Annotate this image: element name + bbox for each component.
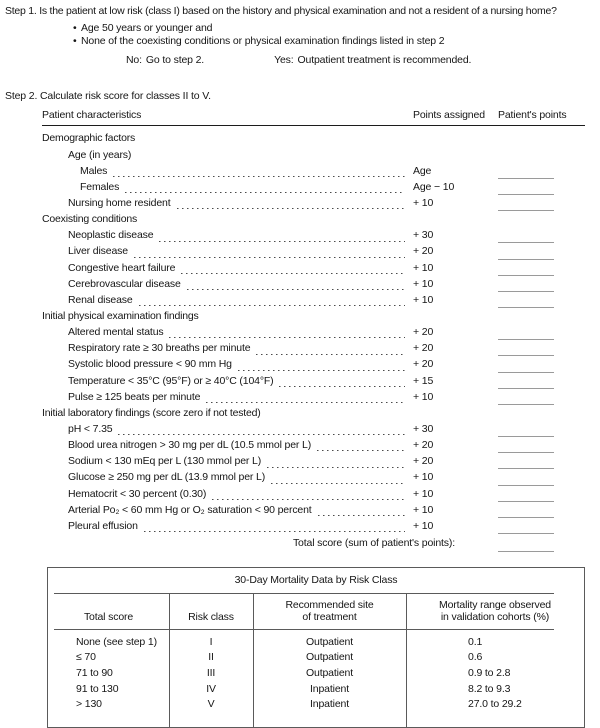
patient-points-cell — [498, 262, 585, 278]
fill-in-line — [498, 210, 554, 211]
score-row — [42, 407, 585, 423]
score-row — [42, 294, 585, 310]
dotted-leader — [212, 498, 405, 500]
mortality-cell: Inpatient — [310, 682, 349, 695]
patient-points-cell — [498, 181, 585, 197]
mortality-row — [48, 665, 584, 681]
score-row — [42, 391, 585, 407]
row-label: Nursing home resident — [68, 196, 171, 209]
yes-answer — [274, 54, 471, 67]
points-value: + 10 — [413, 293, 434, 306]
points-value: + 15 — [413, 374, 434, 387]
fill-in-line — [498, 355, 554, 356]
patient-points-cell — [498, 439, 585, 455]
patient-points-cell — [498, 149, 585, 165]
mortality-cell: > 130 — [76, 698, 102, 711]
total-score-row — [42, 537, 585, 554]
fill-in-line — [498, 485, 554, 486]
mortality-cell: Inpatient — [310, 698, 349, 711]
points-value: + 20 — [413, 358, 434, 371]
points-value: Age − 10 — [413, 180, 455, 193]
fill-in-line — [498, 242, 554, 243]
dotted-leader — [125, 191, 405, 193]
risk-score-table-header — [42, 109, 585, 126]
fill-in-line — [498, 372, 554, 373]
points-value: Age — [413, 164, 432, 177]
mortality-column-header — [169, 599, 253, 624]
column-divider — [406, 594, 407, 727]
row-label: Pleural effusion — [68, 519, 138, 532]
points-value: + 30 — [413, 229, 434, 242]
mortality-column-header — [253, 599, 406, 624]
points-value: + 20 — [413, 245, 434, 258]
fill-in-line — [498, 178, 554, 179]
score-row — [42, 504, 585, 520]
dotted-leader — [206, 401, 405, 403]
dotted-leader — [177, 208, 406, 210]
patient-points-cell — [498, 375, 585, 391]
yes-label: Yes: — [274, 54, 294, 67]
dotted-leader — [181, 272, 405, 274]
fill-in-line — [498, 275, 554, 276]
header-line: Risk class — [188, 611, 234, 624]
patient-points-cell — [498, 229, 585, 245]
score-row — [42, 375, 585, 391]
mortality-cell: ≤ 70 — [76, 651, 96, 664]
fill-in-line — [498, 501, 554, 502]
mortality-cell: 8.2 to 9.3 — [468, 682, 511, 695]
patient-points-cell — [498, 165, 585, 181]
mortality-cell: None (see step 1) — [76, 635, 157, 648]
total-score-blank — [498, 537, 585, 554]
mortality-row — [48, 634, 584, 650]
patient-points-cell — [498, 310, 585, 326]
mortality-cell: Outpatient — [306, 666, 353, 679]
row-label: Males — [80, 164, 108, 177]
patient-points-cell — [498, 471, 585, 487]
score-row — [42, 520, 585, 536]
header-line: Recommended site — [285, 598, 374, 611]
row-label: Arterial Po₂ < 60 mm Hg or O₂ saturation < 90 percent — [68, 503, 312, 516]
mortality-cell: V — [207, 698, 215, 711]
points-value: + 20 — [413, 439, 434, 452]
row-label: Initial laboratory findings (score zero if not tested) — [42, 406, 261, 419]
dotted-leader — [317, 450, 405, 452]
points-value: + 20 — [413, 455, 434, 468]
score-row — [42, 326, 585, 342]
step1-title: Step 1. Is the patient at low risk (class I) based on the history and physical examination and not a resident of a nursing home? — [5, 5, 557, 17]
row-label: Pulse ≥ 125 beats per minute — [68, 390, 201, 403]
mortality-cell: 27.0 to 29.2 — [468, 698, 522, 711]
mortality-table-title-row — [48, 568, 584, 593]
row-label: pH < 7.35 — [68, 422, 113, 435]
score-row — [42, 245, 585, 261]
dotted-leader — [159, 240, 405, 242]
fill-in-line — [498, 194, 554, 195]
patient-points-cell — [498, 294, 585, 310]
fill-in-line — [498, 468, 554, 469]
score-row — [42, 132, 585, 148]
row-label: Neoplastic disease — [68, 229, 154, 242]
column-header-points-assigned: Points assigned — [413, 109, 485, 122]
mortality-cell: II — [208, 651, 214, 664]
mortality-row — [48, 650, 584, 666]
column-divider — [253, 594, 254, 727]
mortality-cell: III — [206, 666, 216, 679]
points-value: + 10 — [413, 277, 434, 290]
step2-title: Step 2. Calculate risk score for classes II to V. — [5, 90, 211, 103]
row-label: Altered mental status — [68, 326, 164, 339]
points-value: + 10 — [413, 196, 434, 209]
mortality-table-title: 30-Day Mortality Data by Risk Class — [234, 574, 398, 587]
mortality-cell: Outpatient — [306, 635, 353, 648]
column-divider — [169, 594, 170, 727]
patient-points-cell — [498, 132, 585, 148]
patient-points-cell — [498, 213, 585, 229]
column-header-patient-characteristics: Patient characteristics — [42, 109, 142, 122]
fill-in-line — [498, 339, 554, 340]
score-row — [42, 229, 585, 245]
score-row — [42, 342, 585, 358]
dotted-leader — [118, 434, 405, 436]
fill-in-line — [498, 452, 554, 453]
points-value: + 10 — [413, 519, 434, 532]
row-label: Coexisting conditions — [42, 213, 138, 226]
bullet-icon: • — [73, 22, 77, 34]
mortality-column-header — [406, 599, 584, 624]
step1-section — [0, 0, 600, 67]
step1-bullet-list — [73, 22, 600, 48]
score-row — [42, 197, 585, 213]
points-value: + 10 — [413, 503, 434, 516]
mortality-table-body — [48, 594, 584, 727]
mortality-cell: 71 to 90 — [76, 666, 113, 679]
bullet-text: Age 50 years or younger and — [81, 22, 213, 34]
points-value: + 10 — [413, 471, 434, 484]
points-value: + 20 — [413, 342, 434, 355]
dotted-leader — [113, 175, 405, 177]
row-label: Demographic factors — [42, 132, 136, 145]
score-row — [42, 278, 585, 294]
row-label: Sodium < 130 mEq per L (130 mmol per L) — [68, 455, 262, 468]
dotted-leader — [238, 369, 405, 371]
header-line: in validation cohorts (%) — [440, 611, 550, 624]
dotted-leader — [256, 353, 405, 355]
dotted-leader — [187, 288, 405, 290]
score-row — [42, 181, 585, 197]
row-label: Renal disease — [68, 293, 133, 306]
points-value: + 10 — [413, 487, 434, 500]
score-row — [42, 471, 585, 487]
dotted-leader — [139, 304, 405, 306]
mortality-cell: 91 to 130 — [76, 682, 119, 695]
row-label: Hematocrit < 30 percent (0.30) — [68, 487, 207, 500]
row-label: Temperature < 35°C (95°F) or ≥ 40°C (104°F) — [68, 374, 274, 387]
row-label: Blood urea nitrogen > 30 mg per dL (10.5 mmol per L) — [68, 439, 312, 452]
patient-points-cell — [498, 197, 585, 213]
patient-points-cell — [498, 391, 585, 407]
patient-points-cell — [498, 407, 585, 423]
patient-points-cell — [498, 278, 585, 294]
dotted-leader — [271, 482, 405, 484]
score-row — [42, 439, 585, 455]
patient-points-cell — [498, 423, 585, 439]
yes-text: Outpatient treatment is recommended. — [297, 54, 472, 67]
bullet-item — [73, 22, 600, 35]
score-row — [42, 149, 585, 165]
bullet-item — [73, 35, 600, 48]
row-label: Congestive heart failure — [68, 261, 176, 274]
step1-answer-line — [5, 54, 600, 67]
score-row — [42, 455, 585, 471]
patient-points-cell — [498, 504, 585, 520]
patient-points-cell — [498, 245, 585, 261]
mortality-cell: Outpatient — [306, 651, 353, 664]
score-row — [42, 423, 585, 439]
score-row — [42, 213, 585, 229]
patient-points-cell — [498, 342, 585, 358]
row-label: Females — [80, 180, 120, 193]
score-row — [42, 262, 585, 278]
mortality-column-header — [48, 599, 169, 624]
patient-points-cell — [498, 358, 585, 374]
mortality-table-header — [48, 594, 584, 629]
dotted-leader — [144, 530, 405, 532]
row-label: Cerebrovascular disease — [68, 277, 181, 290]
score-row — [42, 488, 585, 504]
score-row — [42, 165, 585, 181]
mortality-cell: I — [209, 635, 213, 648]
risk-score-table — [42, 109, 585, 554]
row-label: Liver disease — [68, 245, 128, 258]
score-row — [42, 358, 585, 374]
points-value: + 30 — [413, 422, 434, 435]
row-label: Respiratory rate ≥ 30 breaths per minute — [68, 342, 251, 355]
mortality-cell: 0.1 — [468, 635, 483, 648]
risk-score-rows — [42, 132, 585, 536]
points-value: + 20 — [413, 326, 434, 339]
mortality-table — [47, 567, 585, 728]
points-value: + 10 — [413, 261, 434, 274]
dotted-leader — [318, 514, 405, 516]
fill-in-line — [498, 533, 554, 534]
no-label: No: — [126, 54, 142, 67]
fill-in-line — [498, 551, 554, 552]
fill-in-line — [498, 404, 554, 405]
patient-points-cell — [498, 455, 585, 471]
row-label: Initial physical examination findings — [42, 309, 199, 322]
row-label: Age (in years) — [68, 148, 132, 161]
mortality-cell: 0.9 to 2.8 — [468, 666, 511, 679]
bullet-icon: • — [73, 35, 77, 48]
dotted-leader — [134, 256, 405, 258]
total-score-label: Total score (sum of patient's points): — [292, 536, 455, 549]
patient-points-cell — [498, 488, 585, 504]
header-line: Mortality range observed — [439, 598, 551, 611]
row-label: Systolic blood pressure < 90 mm Hg — [68, 358, 232, 371]
points-value: + 10 — [413, 390, 434, 403]
mortality-row — [48, 681, 584, 697]
bullet-text: None of the coexisting conditions or physical examination findings listed in step 2 — [81, 35, 445, 48]
dotted-leader — [267, 466, 405, 468]
column-header-patients-points: Patient's points — [498, 109, 567, 122]
fill-in-line — [498, 388, 554, 389]
fill-in-line — [498, 291, 554, 292]
score-row — [42, 310, 585, 326]
mortality-cell: 0.6 — [468, 651, 483, 664]
patient-points-cell — [498, 520, 585, 536]
no-text: Go to step 2. — [145, 54, 205, 67]
no-answer — [126, 54, 204, 67]
header-line: Total score — [83, 611, 134, 624]
fill-in-line — [498, 307, 554, 308]
fill-in-line — [498, 436, 554, 437]
fill-in-line — [498, 259, 554, 260]
fill-in-line — [498, 517, 554, 518]
patient-points-cell — [498, 326, 585, 342]
dotted-leader — [169, 337, 405, 339]
mortality-table-rows — [48, 630, 584, 727]
dotted-leader — [279, 385, 405, 387]
header-line: of treatment — [302, 611, 357, 624]
mortality-cell: IV — [206, 682, 216, 695]
row-label: Glucose ≥ 250 mg per dL (13.9 mmol per L) — [68, 471, 266, 484]
